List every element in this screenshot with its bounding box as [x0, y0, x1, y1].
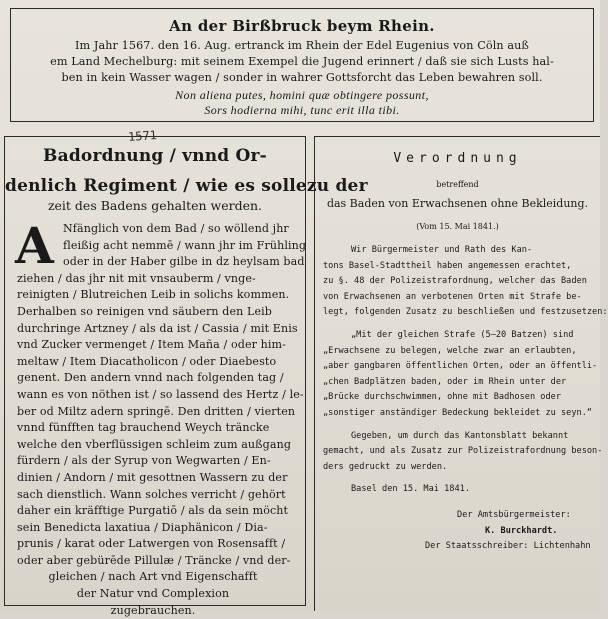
latin-verse: Sors hodierna mihi, tunc erit illa tibi.	[204, 103, 400, 117]
body-line: ders gedruckt zu werden.	[323, 461, 448, 472]
badordnung-title-line: Badordnung / vnnd Or-	[43, 146, 267, 166]
body-line: fürdern / als der Syrup von Wegwarten / En-	[17, 454, 271, 468]
body-line: oder in der Haber gilbe in dz heylsam bad	[63, 255, 305, 269]
body-line: „chen Badplätzen baden, oder im Rhein unter der	[323, 376, 567, 387]
badordnung-subtitle: zeit des Badens gehalten werden.	[47, 198, 263, 213]
verordnung-place-date: Basel den 15. Mai 1841.	[351, 484, 470, 495]
body-line: welche den vberflüssigen schleim zum außgang	[17, 437, 292, 451]
inscription-line: Im Jahr 1567. den 16. Aug. ertranck im Rhein der Edel Eugenius von Cöln auß	[74, 39, 529, 52]
body-line: Wir Bürgermeister und Rath des Kan-	[351, 245, 533, 255]
body-line: ziehen / das jhr nit mit vnsauberm / vnge-	[17, 271, 256, 285]
body-line: dinien / Andorn / mit gesottnen Wassern zu der	[17, 470, 288, 484]
badordnung-title-line: denlich Regiment / wie es sollezu der	[5, 176, 368, 196]
body-line: „Erwachsene zu belegen, welche zwar an erlaubten,	[323, 345, 577, 356]
verordnung-body	[315, 243, 608, 498]
body-line: „aber gangbaren öffentlichen Orten, oder an öffentli-	[323, 361, 598, 372]
body-line: von Erwachsenen an verbotenen Orten mit Strafe be-	[323, 291, 582, 302]
body-line: Derhalben so reinigen vnd säubern den Leib	[17, 304, 273, 318]
drowning-inscription-panel	[10, 8, 594, 122]
body-line: vnd Zucker vermenget / Item Maña / oder him-	[17, 338, 287, 352]
verordnung-betreffend: betreffend	[436, 180, 479, 189]
body-line: zu §. 48 der Polizeistrafordnung, welcher das Baden	[323, 276, 587, 287]
body-line: durchringe Artzney / als da ist / Cassia / mit Enis	[17, 321, 298, 335]
body-line: gleichen / nach Art vnd Eigenschafft	[48, 570, 258, 584]
body-line: der Natur vnd Complexion	[76, 587, 230, 601]
body-line: sein Benedicta laxatiua / Diaphänicon / Dia-	[17, 520, 268, 534]
body-line: prunis / karat oder Latwergen von Rosensafft /	[17, 537, 286, 551]
signatory-name: K. Burckhardt.	[485, 525, 558, 536]
body-line: meltaw / Item Diacatholicon / oder Diaebesto	[17, 354, 277, 368]
drop-capital: A	[15, 216, 54, 275]
body-line: vnnd fünfften tag brauchend Weych träncke	[17, 421, 270, 435]
verordnung-heading: Verordnung	[393, 151, 522, 166]
body-line: „Mit der gleichen Strafe (5—20 Batzen) sind	[351, 329, 574, 340]
body-line: daher ein kräfftige Purgatiō / als da sein möcht	[17, 504, 289, 518]
badordnung-body	[5, 216, 307, 619]
body-line: oder aber gebürēde Pillulæ / Träncke / vnd der-	[17, 553, 291, 567]
body-line: gemacht, und als Zusatz zur Polizeistrafordnung beson-	[323, 446, 603, 457]
body-line: „Brücke durchschwimmen, ohne mit Badhosen oder	[323, 392, 561, 403]
verordnung-topic: das Baden von Erwachsenen ohne Bekleidung.	[326, 197, 589, 210]
body-line: reinigten / Blutreichen Leib in solichs kommen.	[17, 288, 290, 302]
verordnung-1841-panel	[314, 136, 608, 611]
inscription-line: ben in kein Wasser wagen / sonder in wahrer Gottsforcht das Leben bewahren soll.	[61, 71, 543, 84]
body-line: legt, folgenden Zusatz zu beschließen und festzusetzen:	[323, 307, 608, 318]
body-line: genent. Den andern vnnd nach folgenden tag /	[17, 371, 284, 385]
body-line: sach dienstlich. Wann solches verricht / gehört	[17, 487, 286, 501]
handwritten-year: 1571	[127, 128, 158, 144]
body-line: „sonstiger anständiger Bedeckung bekleidet zu seyn.“	[323, 407, 593, 418]
body-line: ber od Miltz adern springē. Den dritten / vierten	[17, 404, 296, 418]
body-line: tons Basel-Stadttheil haben angemessen erachtet,	[323, 260, 572, 271]
inscription-line: em Land Mechelburg: mit seinem Exempel die Jugend erinnert / daß sie sich Lusts hal-	[50, 55, 554, 68]
clerk-line: Der Staatsschreiber: Lichtenhahn	[425, 541, 591, 552]
verordnung-date: (Vom 15. Mai 1841.)	[416, 222, 499, 231]
body-line: Nfänglich von dem Bad / so wöllend jhr	[63, 222, 289, 235]
signatory-title: Der Amtsbürgermeister:	[457, 509, 571, 520]
body-line: wann es von nöthen ist / so lassend des Hertz / le-	[17, 387, 304, 401]
body-line: zugebrauchen.	[110, 603, 196, 617]
latin-verse: Non aliena putes, homini quæ obtingere possunt,	[175, 88, 429, 102]
inscription-title: An der Birßbruck beym Rhein.	[169, 17, 435, 35]
badordnung-1571-panel	[4, 136, 368, 617]
body-line: fleißig acht nemmē / wann jhr im Frühling	[63, 238, 307, 252]
body-line: Gegeben, um durch das Kantonsblatt bekannt	[351, 430, 569, 441]
